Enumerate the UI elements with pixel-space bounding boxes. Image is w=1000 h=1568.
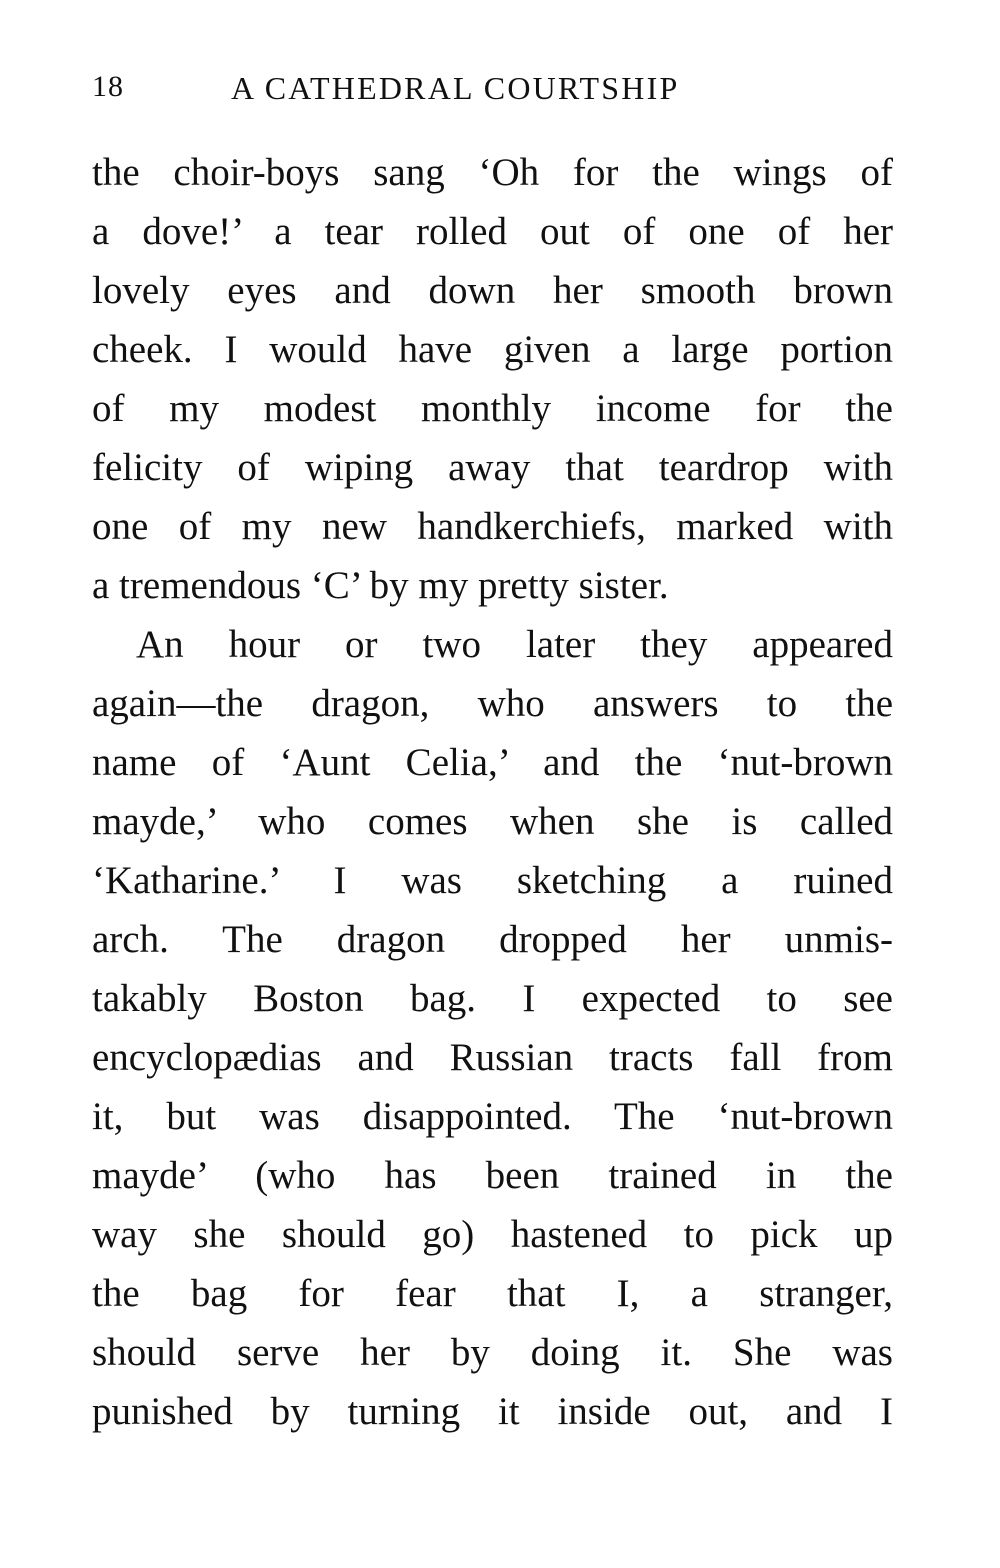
text-line: felicity of wiping away that teardrop with xyxy=(92,446,893,489)
body-text xyxy=(92,143,893,1441)
text-line: name of ‘Aunt Celia,’ and the ‘nut-brown xyxy=(92,741,893,784)
text-line: mayde’ (who has been trained in the xyxy=(92,1154,893,1197)
text-line: should serve her by doing it. She was xyxy=(92,1331,893,1374)
text-line: cheek. I would have given a large portion xyxy=(92,328,893,371)
text-line: the choir-boys sang ‘Oh for the wings of xyxy=(92,151,893,194)
text-line: one of my new handkerchiefs, marked with xyxy=(92,505,893,548)
text-line: takably Boston bag. I expected to see xyxy=(92,977,893,1020)
text-line: lovely eyes and down her smooth brown xyxy=(92,269,893,312)
text-line: of my modest monthly income for the xyxy=(92,387,893,430)
text-line: again—the dragon, who answers to the xyxy=(92,682,893,725)
text-line: encyclopædias and Russian tracts fall from xyxy=(92,1036,893,1079)
page-number: 18 xyxy=(92,70,124,103)
text-line: way she should go) hastened to pick up xyxy=(92,1213,893,1256)
paragraph-end-line: a tremendous ‘C’ by my pretty sister. xyxy=(92,564,669,607)
running-head xyxy=(92,70,892,118)
text-line: mayde,’ who comes when she is called xyxy=(92,800,893,843)
text-line: arch. The dragon dropped her unmis- xyxy=(92,918,893,961)
text-line: the bag for fear that I, a stranger, xyxy=(92,1272,893,1315)
paragraph-start-line: An hour or two later they appeared xyxy=(136,623,893,666)
running-title: A CATHEDRAL COURTSHIP xyxy=(231,70,680,106)
text-line: punished by turning it inside out, and I xyxy=(92,1390,893,1433)
text-line: a dove!’ a tear rolled out of one of her xyxy=(92,210,893,253)
text-line: ‘Katharine.’ I was sketching a ruined xyxy=(92,859,893,902)
text-line: it, but was disappointed. The ‘nut-brown xyxy=(92,1095,893,1138)
